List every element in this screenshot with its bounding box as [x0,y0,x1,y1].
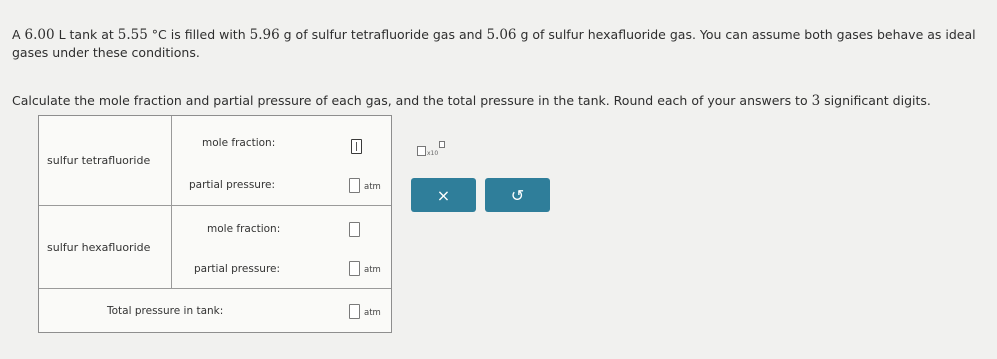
clear-button[interactable] [411,178,476,212]
sf6-mole-fraction-input[interactable] [349,222,360,237]
total-pressure-input[interactable] [349,304,360,319]
undo-icon: ↺ [510,185,525,205]
problem-statement [12,26,987,61]
answer-tools-panel [410,127,550,215]
partial-pressure-label: partial pressure: [194,263,281,275]
table-row-sf4 [39,116,391,206]
answer-table [38,115,392,333]
atm-unit: atm [364,265,381,275]
instruction-text [12,92,987,110]
problem-text: A [12,27,25,42]
mass-sf6-value: 5.06 [486,27,517,43]
problem-text: g of sulfur tetrafluoride gas and [279,27,487,42]
scientific-notation-button[interactable] [417,141,451,159]
mole-fraction-label: mole fraction: [207,223,281,235]
temperature-value: 5.55 [117,27,148,43]
x10-label: x10 [427,150,439,157]
exponent-box-icon [439,141,445,148]
atm-unit: atm [364,308,381,318]
table-row-total [39,289,391,334]
close-icon: × [436,185,451,205]
volume-value: 6.00 [24,27,55,43]
mantissa-box-icon [417,146,426,156]
problem-text: g of sulfur hexafluoride gas. You can assume both gases behave as ideal gases under these conditions. [12,27,976,60]
table-row-sf6 [39,206,391,289]
sf6-partial-pressure-input[interactable] [349,261,360,276]
problem-text: L tank at [54,27,118,42]
instruction-part: significant digits. [820,93,931,108]
gas-name-sf4: sulfur tetrafluoride [39,116,172,205]
undo-button[interactable] [485,178,550,212]
partial-pressure-label: partial pressure: [189,179,276,191]
instruction-part: Calculate the mole fraction and partial pressure of each gas, and the total pressure in the tank. Round each of your answers to [12,93,812,108]
atm-unit: atm [364,182,381,192]
mole-fraction-label: mole fraction: [202,137,276,149]
mass-sf4-value: 5.96 [249,27,280,43]
total-pressure-label: Total pressure in tank: [107,305,224,317]
gas-name-sf6: sulfur hexafluoride [39,206,172,288]
problem-text: °C is filled with [147,27,250,42]
sf4-mole-fraction-input[interactable] [351,139,362,154]
sig-digits-value: 3 [811,93,821,109]
sf4-partial-pressure-input[interactable] [349,178,360,193]
